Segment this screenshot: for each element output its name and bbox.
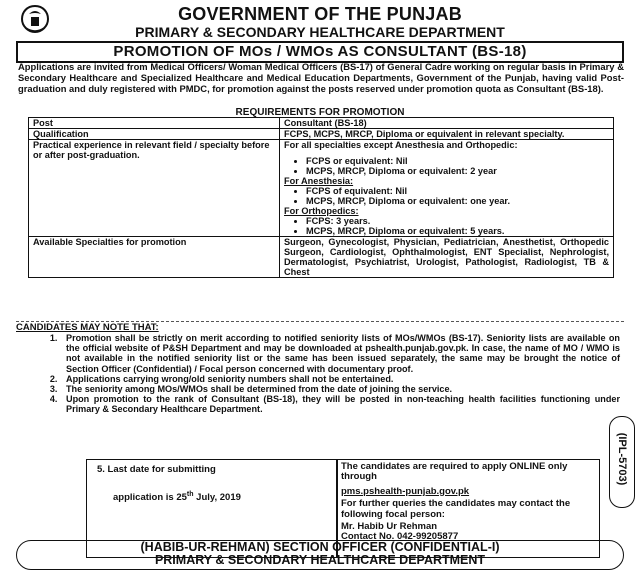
list-item: • FCPS or equivalent: Nil	[306, 156, 609, 166]
experience-value	[280, 140, 614, 237]
last-date-prefix: application is 25	[113, 492, 187, 504]
focal-person-name: Mr. Habib Ur Rehman	[341, 521, 438, 533]
list-item: 3. The seniority among MOs/WMOs shall be determined from the date of joining the service.	[60, 384, 620, 394]
experience-intro: For all specialties except Anesthesia and Orthopedic:	[284, 140, 518, 150]
orthopedics-title: For Orthopedics:	[284, 206, 359, 216]
qualification-label: Qualification	[29, 129, 280, 140]
online-instruction: The candidates are required to apply ONLINE only through	[341, 461, 568, 483]
table-row	[29, 237, 614, 278]
promotion-banner: PROMOTION OF MOs / WMOs AS CONSULTANT (BS-18)	[16, 41, 624, 63]
government-title: GOVERNMENT OF THE PUNJAB	[178, 4, 462, 24]
specialties-value: Surgeon, Gynecologist, Physician, Pediatrician, Anesthetist, Orthopedic Surgeon, Cardiologist, Ophthalmologist, ENT Specialist, Nephrologist, Dermatologist, Psychiatrist, Urologist, Pathologist, Radiologist, TB & Chest	[280, 237, 614, 278]
anesthesia-title: For Anesthesia:	[284, 176, 354, 186]
intro-paragraph: Applications are invited from Medical Officers/ Woman Medical Officers (BS-17) of General Cadre working on regular basis in Primary & Secondary Healthcare and Specialized Healthcare and Medical Education Departments, Government of the Punjab, having valid Post-graduation and duly registered with PMDC, for promotion against the posts reserved under promotion quota as Consultant (BS-18).	[18, 61, 624, 94]
focal-person-contact: Contact No. 042-99205877	[341, 531, 459, 543]
list-item: 1. Promotion shall be strictly on merit according to notified seniority lists of MOs/WMOs (BS-17). Seniority lists are available on the official website of P&SH Department and may be downloaded at pshealth.punjab.gov.pk. In case, the name of MO / WMO is not available in the notified seniority list or the same has been issued separately, the same may be brought the notice of Section Officer (Confidential) / Focal person concerned with documentary proof.	[60, 333, 620, 374]
footer-signature	[16, 540, 624, 570]
requirements-heading: REQUIREMENTS FOR PROMOTION	[235, 107, 405, 118]
table-row	[29, 129, 614, 140]
list-item: • MCPS, MRCP, Diploma or equivalent: 2 year	[306, 166, 609, 176]
list-item: 4. Upon promotion to the rank of Consultant (BS-18), they will be posted in non-teaching health facilities functioning under Primary & Secondary Healthcare Department.	[60, 394, 620, 414]
last-date-suffix: July, 2019	[193, 492, 241, 504]
list-item: 2. Applications carrying wrong/old seniority numbers shall not be entertained.	[60, 374, 620, 384]
post-label: Post	[29, 118, 280, 129]
department-name: PRIMARY & SECONDARY HEALTHCARE DEPARTMENT	[135, 24, 505, 40]
ipl-code: (IPL-5703)	[616, 432, 628, 486]
list-item: • FCPS: 3 years.	[306, 216, 609, 226]
query-instruction: For further queries the candidates may contact the following focal person:	[341, 498, 571, 520]
last-date-value	[113, 491, 241, 503]
list-item: • MCPS, MRCP, Diploma or equivalent: 5 years.	[306, 226, 609, 236]
ipl-code-badge	[609, 416, 635, 508]
list-item: • MCPS, MRCP, Diploma or equivalent: one year.	[306, 196, 609, 206]
online-url-link[interactable]: pms.pshealth-punjab.gov.pk	[341, 485, 470, 497]
notes-list	[16, 333, 620, 415]
post-value: Consultant (BS-18)	[280, 118, 614, 129]
footer-line-1: (HABIB-UR-REHMAN) SECTION OFFICER (CONFIDENTIAL-I)	[140, 540, 500, 554]
last-date-label: 5. Last date for submitting	[97, 464, 216, 475]
footer-line-2: PRIMARY & SECONDARY HEALTHCARE DEPARTMENT	[154, 553, 486, 567]
qualification-value: FCPS, MCPS, MRCP, Diploma or equivalent in relevant specialty.	[280, 129, 614, 140]
table-row	[29, 140, 614, 237]
last-date-sup: th	[186, 491, 194, 498]
notes-heading: CANDIDATES MAY NOTE THAT:	[16, 322, 159, 333]
table-row	[29, 118, 614, 129]
list-item: • FCPS of equivalent: Nil	[306, 186, 609, 196]
specialties-label: Available Specialties for promotion	[29, 237, 280, 278]
requirements-table	[28, 117, 614, 278]
experience-label: Practical experience in relevant field / specialty before or after post-graduation.	[29, 140, 280, 237]
